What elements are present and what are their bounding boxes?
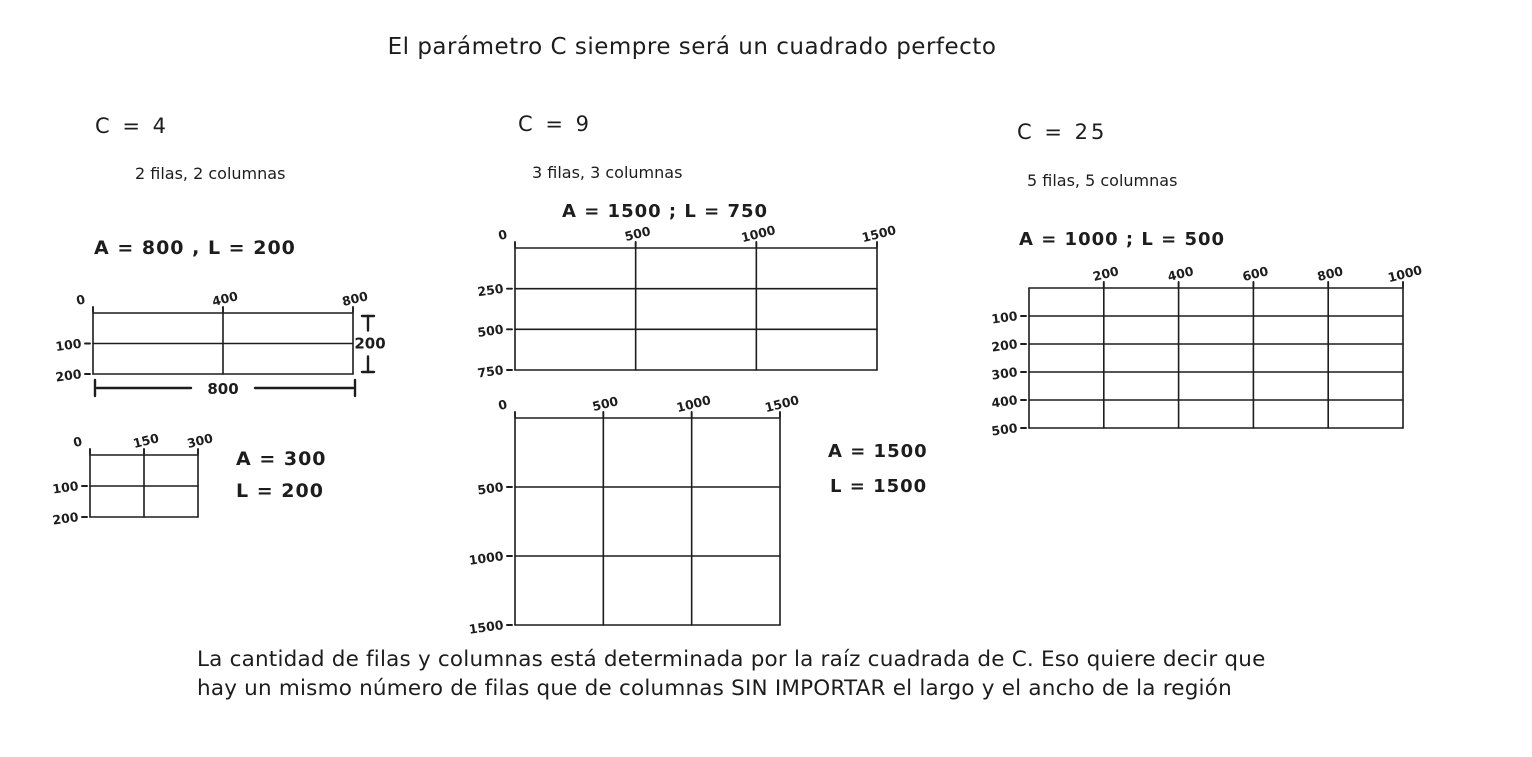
axis-tick-label: 200 <box>54 366 83 385</box>
c4-small-grid-length-label: L = 200 <box>236 480 324 502</box>
caption-line-1: La cantidad de filas y columnas está determinada por la raíz cuadrada de C. Eso quiere decir que <box>197 647 1266 672</box>
axis-tick-label: 500 <box>476 321 505 340</box>
axis-tick-label: 100 <box>990 308 1019 327</box>
axis-tick-label: 800 <box>340 288 370 310</box>
axis-tick-label: 800 <box>1315 263 1345 285</box>
grid-c9-square <box>468 392 801 637</box>
axis-tick-label: 200 <box>1091 263 1121 285</box>
axis-tick-label: 1000 <box>1386 262 1424 286</box>
axis-tick-label: 0 <box>74 291 87 309</box>
caption <box>197 645 1266 703</box>
axis-tick-label: 250 <box>476 280 505 300</box>
axis-tick-label: 1000 <box>674 392 713 416</box>
axis-tick-label: 600 <box>1240 263 1270 285</box>
axis-tick-label: 500 <box>623 223 653 245</box>
axis-tick-label: 400 <box>990 392 1019 411</box>
axis-tick-label: 500 <box>990 420 1019 439</box>
c9-rows-columns-label: 3 filas, 3 columnas <box>532 163 683 182</box>
c9-square-grid-area-label: A = 1500 <box>828 441 928 462</box>
axis-tick-label: 1500 <box>467 617 505 637</box>
axis-tick-label: 750 <box>476 362 505 381</box>
axis-tick-label: 300 <box>185 430 215 452</box>
axis-tick-label: 400 <box>210 288 240 310</box>
axis-tick-label: 200 <box>51 509 80 528</box>
axis-tick-label: 400 <box>1166 263 1195 285</box>
c4-heading: C = 4 <box>95 114 169 138</box>
axis-tick-label: 1000 <box>467 548 505 568</box>
page-title: El parámetro C siempre será un cuadrado perfecto <box>387 34 997 60</box>
axis-tick-label: 300 <box>990 364 1019 383</box>
c4-small-grid-area-label: A = 300 <box>236 448 327 470</box>
c9-square-grid-length-label: L = 1500 <box>830 476 928 497</box>
axis-tick-label: 150 <box>131 430 161 452</box>
axis-tick-label: 500 <box>476 479 505 498</box>
axis-tick-label: 500 <box>590 393 620 415</box>
axis-tick-label: 100 <box>51 478 80 497</box>
axis-tick-label: 200 <box>990 336 1019 355</box>
grid-c25-wide <box>990 262 1423 439</box>
c25-heading: C = 25 <box>1017 120 1108 144</box>
axis-tick-label: 0 <box>71 433 84 451</box>
axis-tick-label: 1500 <box>860 222 898 246</box>
dimension-label: 800 <box>207 380 239 398</box>
grid-c4-main <box>54 288 385 398</box>
axis-tick-label: 0 <box>496 226 509 244</box>
axis-tick-label: 100 <box>54 335 83 355</box>
c25-dimensions-label: A = 1000 ; L = 500 <box>1019 229 1226 250</box>
axis-tick-label: 0 <box>496 396 509 414</box>
c9-heading: C = 9 <box>518 112 592 136</box>
c9-dimensions-label: A = 1500 ; L = 750 <box>562 201 769 222</box>
dimension-label: 200 <box>354 334 386 353</box>
grid-c9-wide <box>476 222 897 381</box>
c4-rows-columns-label: 2 filas, 2 columnas <box>135 164 286 183</box>
caption-line-2: hay un mismo número de filas que de columnas SIN IMPORTAR el largo y el ancho de la región <box>197 676 1232 701</box>
grid-c4-small <box>51 430 214 527</box>
axis-tick-label: 1000 <box>739 222 777 246</box>
c25-rows-columns-label: 5 filas, 5 columnas <box>1027 171 1178 190</box>
axis-tick-label: 1500 <box>763 392 801 416</box>
c4-dimensions-label: A = 800 , L = 200 <box>94 237 296 259</box>
